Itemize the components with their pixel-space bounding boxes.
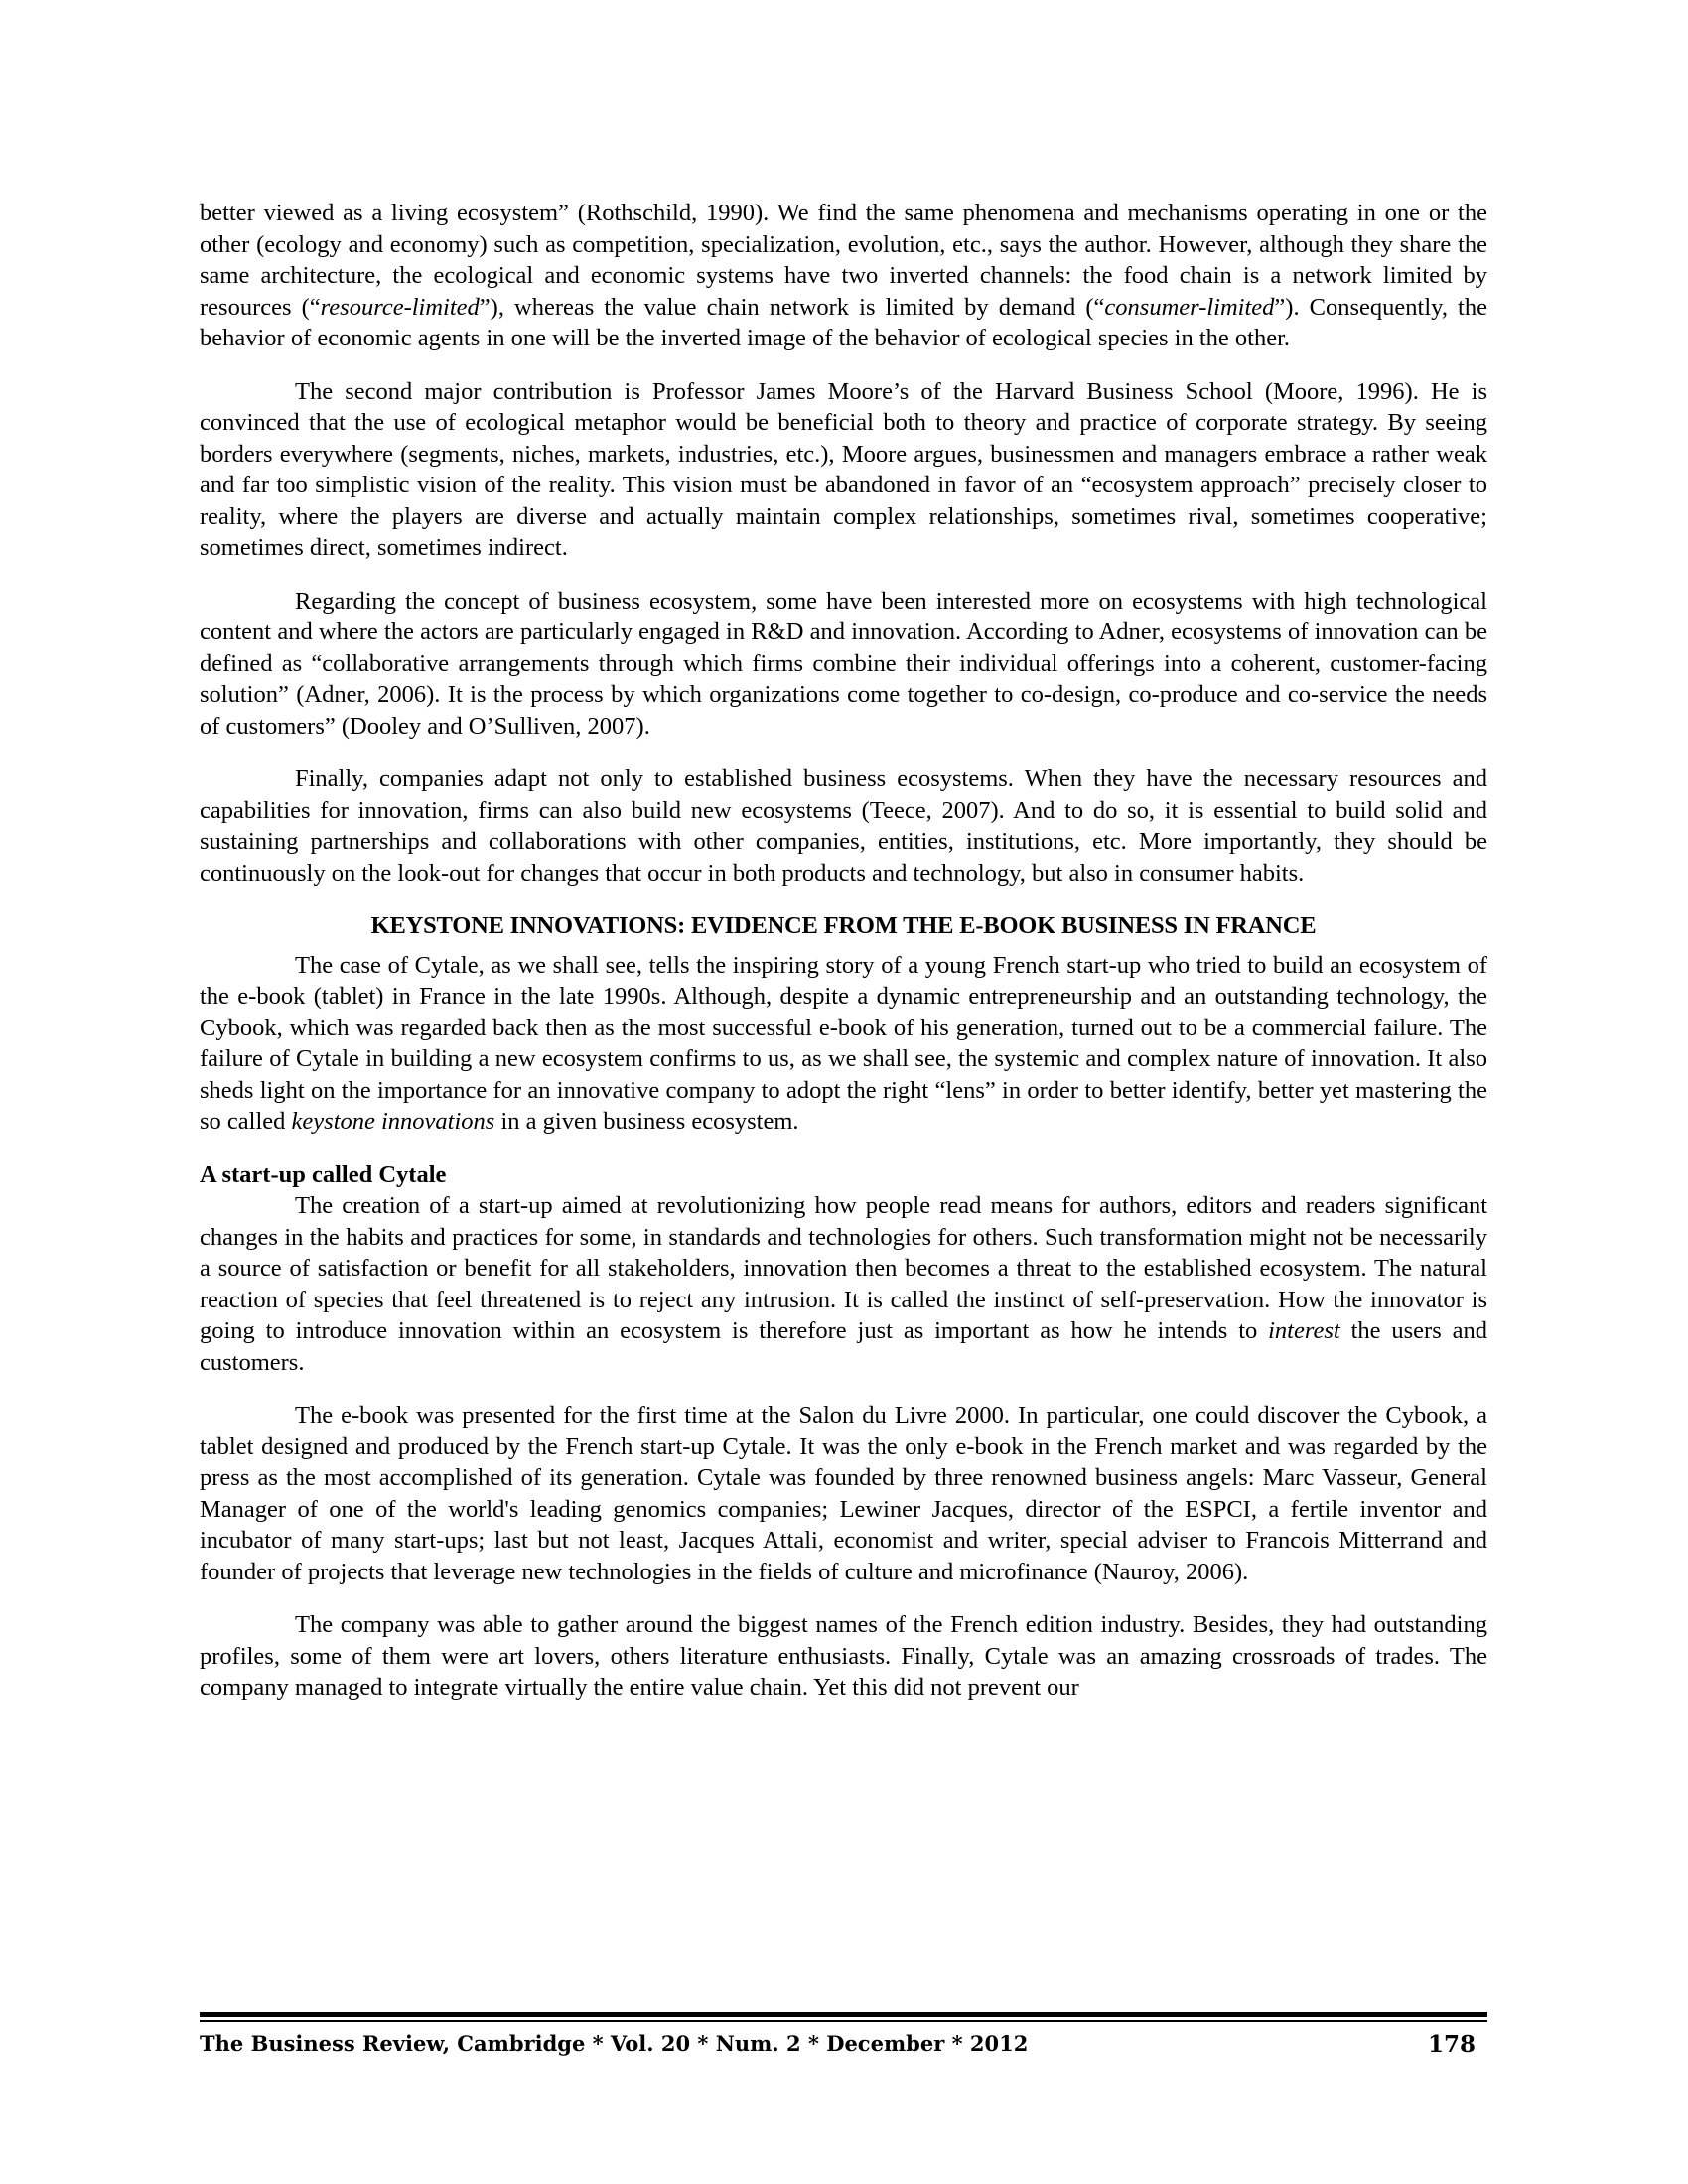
paragraph-3: Regarding the concept of business ecosystem, some have been interested more on ecosystems with high technological content and where the actors are particularly engaged in R&D and innovation. According to Adner, ecosystems of innovation can be defined as “collaborative arrangements through which firms combine their individual offerings into a coherent, customer-facing solution” (Adner, 2006). It is the process by which organizations come together to co-design, co-produce and co-service the needs of customers” (Dooley and O’Sulliven, 2007). — [200, 587, 1487, 740]
section-heading: KEYSTONE INNOVATIONS: EVIDENCE FROM THE E-BOOK BUSINESS IN FRANCE — [370, 912, 1317, 939]
footer-rule-thin — [200, 2020, 1487, 2022]
paragraph-4: Finally, companies adapt not only to established business ecosystems. When they have the necessary resources and capabilities for innovation, firms can also build new ecosystems (Teece, 2007). And to do so, it is essential to build solid and sustaining partnerships and collaborations with other companies, entities, institutions, etc. More importantly, they should be continuously on the look-out for changes that occur in both products and technology, but also in consumer habits. — [200, 765, 1487, 887]
footer-rule-thick — [200, 2012, 1487, 2017]
paragraph-8: The company was able to gather around the biggest names of the French edition industry. Besides, they had outstanding profiles, some of them were art lovers, others literature enthusiasts. Finally, Cytale was an amazing crossroads of trades. The company managed to integrate virtually the entire value chain. Yet this did not prevent our — [200, 1611, 1487, 1701]
paragraph-1: better viewed as a living ecosystem” (Rothschild, 1990). We find the same phenomena and mechanisms operating in one or the other (ecology and economy) such as competition, specialization, evolution, etc., says the author. However, although they share the same architecture, the ecological and economic systems have two inverted channels: the food chain is a network limited by resources (“resource-limited”), whereas the value chain network is limited by demand (“consumer-limited”). Consequently, the behavior of economic agents in one will be the inverted image of the behavior of ecological species in the other. — [200, 200, 1487, 351]
article-body — [200, 198, 1487, 1704]
page-footer — [200, 2031, 1487, 2067]
journal-citation: The Business Review, Cambridge * Vol. 20 * Num. 2 * December * 2012 — [200, 2031, 1029, 2056]
paragraph-2: The second major contribution is Professor James Moore’s of the Harvard Business School (Moore, 1996). He is convinced that the use of ecological metaphor would be beneficial both to theory and practice of corporate strategy. By seeing borders everywhere (segments, niches, markets, industries, etc.), Moore argues, businessmen and managers embrace a rather weak and far too simplistic vision of the reality. This vision must be abandoned in favor of an “ecosystem approach” precisely closer to reality, where the players are diverse and actually maintain complex relationships, sometimes rival, sometimes cooperative; sometimes direct, sometimes indirect. — [200, 377, 1487, 561]
paragraph-6: The creation of a start-up aimed at revolutionizing how people read means for authors, editors and readers significant changes in the habits and practices for some, in standards and technologies for others. Such transformation might not be necessarily a source of satisfaction or benefit for all stakeholders, innovation then becomes a threat to the established ecosystem. The natural reaction of species that feel threatened is to reject any intrusion. It is called the instinct of self-preservation. How the innovator is going to introduce innovation within an ecosystem is therefore just as important as how he intends to interest the users and customers. — [200, 1192, 1487, 1376]
page-number: 178 — [1427, 2031, 1476, 2058]
paragraph-5: The case of Cytale, as we shall see, tells the inspiring story of a young French start-up who tried to build an ecosystem of the e-book (tablet) in France in the late 1990s. Although, despite a dynamic entrepreneurship and an outstanding technology, the Cybook, which was regarded back then as the most successful e-book of his generation, turned out to be a commercial failure. The failure of Cytale in building a new ecosystem confirms to us, as we shall see, the systemic and complex nature of innovation. It also sheds light on the importance for an innovative company to adopt the right “lens” in order to better identify, better yet mastering the so called keystone innovations in a given business ecosystem. — [200, 951, 1487, 1135]
paragraph-7: The e-book was presented for the first time at the Salon du Livre 2000. In particular, one could discover the Cybook, a tablet designed and produced by the French start-up Cytale. It was the only e-book in the French market and was regarded by the press as the most accomplished of its generation. Cytale was founded by three renowned business angels: Marc Vasseur, General Manager of one of the world's leading genomics companies; Lewiner Jacques, director of the ESPCI, a fertile inventor and incubator of many start-ups; last but not least, Jacques Attali, economist and writer, special adviser to Francois Mitterrand and founder of projects that leverage new technologies in the fields of culture and microfinance (Nauroy, 2006). — [200, 1402, 1487, 1585]
subsection-heading: A start-up called Cytale — [200, 1160, 447, 1188]
